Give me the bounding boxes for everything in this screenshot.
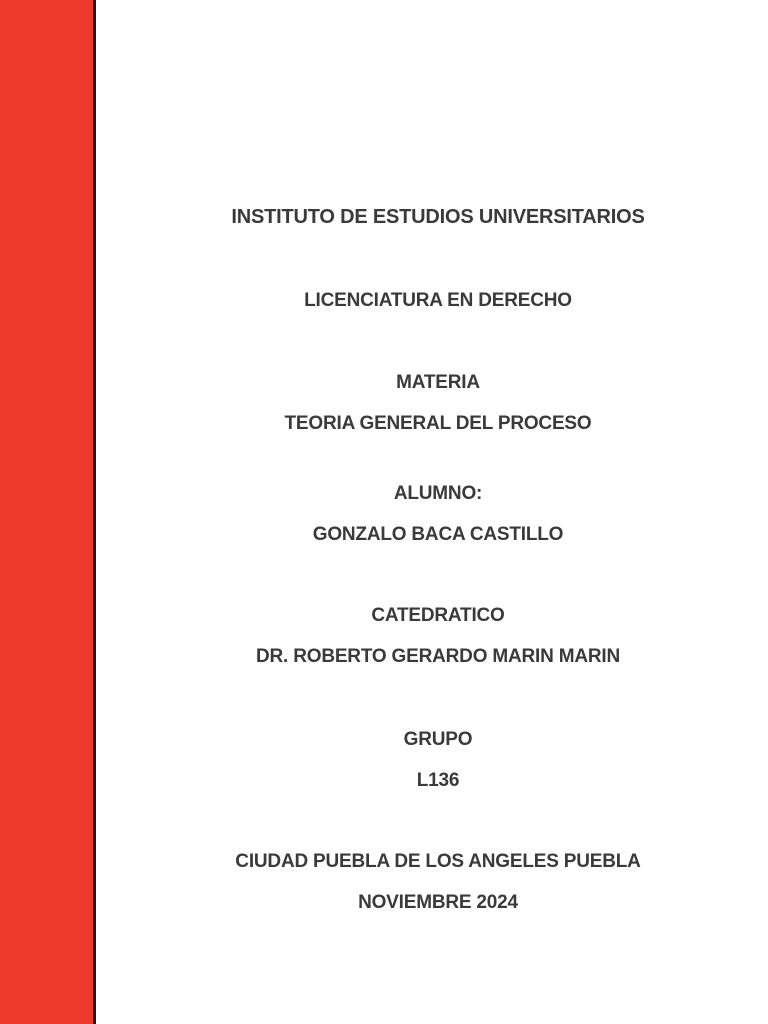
- group-code: L136: [416, 770, 460, 791]
- degree-name: LICENCIATURA EN DERECHO: [304, 290, 572, 311]
- teacher-name: DR. ROBERTO GERARDO MARIN MARIN: [256, 646, 620, 667]
- student-name: GONZALO BACA CASTILLO: [312, 524, 564, 545]
- student-label: ALUMNO:: [393, 483, 483, 504]
- institution-name: INSTITUTO DE ESTUDIOS UNIVERSITARIOS: [231, 206, 645, 228]
- subject-label: MATERIA: [396, 372, 480, 393]
- subject-name: TEORIA GENERAL DEL PROCESO: [284, 413, 592, 434]
- red-side-band: [0, 0, 96, 1024]
- document-date: NOVIEMBRE 2024: [358, 892, 518, 913]
- group-label: GRUPO: [403, 729, 473, 750]
- teacher-label: CATEDRATICO: [371, 605, 505, 626]
- place-name: CIUDAD PUEBLA DE LOS ANGELES PUEBLA: [235, 851, 641, 872]
